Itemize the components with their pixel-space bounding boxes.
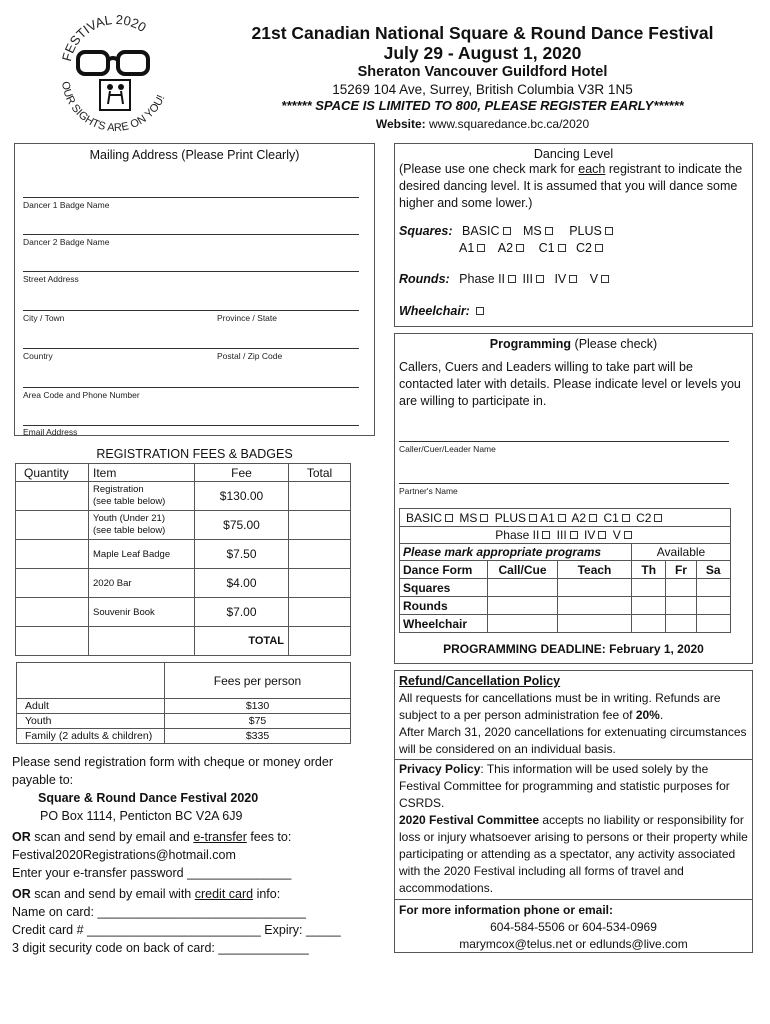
rounds-label: Rounds: [399, 272, 450, 286]
table-row [16, 598, 351, 627]
table-row [17, 699, 351, 714]
fee-value: $4.00 [195, 569, 289, 598]
caller-name-field[interactable] [399, 441, 729, 442]
prog-phase3-checkbox[interactable] [570, 531, 578, 539]
password-field[interactable]: Enter your e-transfer password _______________ [12, 866, 292, 880]
prog-a1-checkbox[interactable] [558, 514, 566, 522]
policy-section: Refund/Cancellation Policy All requests for cancellations must be in writing. Refunds are subject to a per person administration fee of 20%. After March 31, 2020 cancellations for extenuating circumstances will be considered on an individual basis. Privacy Policy: This information will be used solely by the Festival Committee for programming and statistic purposes for CSRDS. 2020 Festival Committee accepts no liability or responsibility for loss or injury whatsoever arising to persons or their property while participating or attending as a spectator, any activity associated with the 2020 Festival including all forms of travel and accommodations. For more information phone or email: 604-584-5506 or 604-534-0969 marymcox@telus.net or edlunds@live.com [394, 670, 753, 953]
refund-title: Refund/Cancellation Policy [399, 674, 561, 688]
country-label: Country [23, 351, 53, 361]
website-line [200, 117, 765, 131]
contact-phones: 604-584-5506 or 604-534-0969 [490, 920, 657, 934]
email-field[interactable] [23, 425, 359, 426]
country-field[interactable] [23, 348, 359, 349]
dancing-level-section: Dancing Level (Please use one check mark for each registrant to indicate the desired dancing level. It is assumed that you will dance some higher and some lower.) Squares: BASIC MS PLUS A1 A2 C1 C2 Rounds: Phase II III IV V Wheelchair: [394, 143, 753, 327]
a2-checkbox[interactable] [516, 244, 524, 252]
programming-title: Programming [489, 337, 572, 351]
mailing-title: Mailing Address (Please Print Clearly) [89, 148, 300, 162]
street-label: Street Address [23, 274, 79, 284]
programming-text: Callers, Cuers and Leaders willing to take part will be contacted later with details. Please indicate level or levels you are willing to participate in. [399, 360, 741, 408]
security-code-field[interactable]: 3 digit security code on back of card: _____________ [12, 941, 309, 955]
fpp-amount: $335 [165, 729, 351, 744]
refund-text-2: After March 31, 2020 cancellations for extenuating circumstances will be considered on an individual basis. [399, 725, 747, 756]
c2-checkbox[interactable] [595, 244, 603, 252]
name-on-card-field[interactable]: Name on card: ______________________________ [12, 905, 307, 919]
email-label: Email Address [23, 427, 78, 437]
dancer2-label: Dancer 2 Badge Name [23, 237, 110, 247]
fees-per-person-table [16, 662, 351, 744]
prog-a2-checkbox[interactable] [589, 514, 597, 522]
committee-name: 2020 Festival Committee [399, 813, 540, 827]
plus-checkbox[interactable] [605, 227, 613, 235]
phase3-checkbox[interactable] [536, 275, 544, 283]
fee-value: $7.50 [195, 540, 289, 569]
mailing-address-section [14, 143, 375, 436]
send-line2: payable to: [12, 773, 74, 787]
fpp-label: Family (2 adults & children) [17, 729, 165, 744]
fee-value: $130.00 [195, 482, 289, 511]
phase4-checkbox[interactable] [569, 275, 577, 283]
dancing-instructions: (Please use one check mark for each registrant to indicate the desired dancing level. It is assumed that you will dance some higher and some lower.) [399, 162, 743, 210]
phase5-checkbox[interactable] [601, 275, 609, 283]
fpp-label: Youth [17, 714, 165, 729]
prog-phase4-checkbox[interactable] [598, 531, 606, 539]
programming-section: Programming (Please check) Callers, Cuers and Leaders willing to take part will be contacted later with details. Please indicate level or levels you are willing to participate in. Caller/Cuer/Leader Name Partner's Name BASIC MS PLUS A1 A2 C1 C2 Phase II III IV V Please mark appropriate programs Available Dance Form Call/Cue Teach Th Fr Sa Squares Rounds Wheelchair PROGRAMMING DEADLINE: February 1, 2020 [394, 333, 753, 664]
prog-c1-checkbox[interactable] [622, 514, 630, 522]
table-row [16, 569, 351, 598]
table-row: Rounds [400, 597, 731, 615]
festival-logo [50, 8, 180, 138]
total-cell[interactable] [289, 511, 351, 540]
c1-checkbox[interactable] [558, 244, 566, 252]
table-row: Squares [400, 579, 731, 597]
privacy-title: Privacy Policy [399, 762, 481, 776]
total-label: TOTAL [195, 627, 289, 656]
website-label: Website: [375, 117, 426, 131]
prog-c2-checkbox[interactable] [654, 514, 662, 522]
table-row [16, 482, 351, 511]
col-quantity: Quantity [16, 464, 89, 482]
contact-emails[interactable]: marymcox@telus.net or edlunds@live.com [459, 937, 688, 951]
province-label: Province / State [217, 313, 278, 323]
partner-name-field[interactable] [399, 483, 729, 484]
phase2-checkbox[interactable] [508, 275, 516, 283]
table-row [17, 729, 351, 744]
wheelchair-label: Wheelchair: [399, 304, 470, 318]
qty-cell[interactable] [16, 482, 89, 511]
event-title: 21st Canadian National Square & Round Dance Festival [251, 23, 714, 43]
prog-ms-checkbox[interactable] [480, 514, 488, 522]
space-notice: ****** SPACE IS LIMITED TO 800, PLEASE REGISTER EARLY****** [281, 98, 684, 113]
programming-table: BASIC MS PLUS A1 A2 C1 C2 Phase II III IV V Please mark appropriate programs Available Dance Form Call/Cue Teach Th Fr Sa Squares Rounds Wheelchair [399, 508, 731, 633]
payee: Square & Round Dance Festival 2020 [38, 791, 259, 805]
table-row: Wheelchair [400, 615, 731, 633]
table-row [17, 714, 351, 729]
item-name: Registration [93, 484, 144, 495]
fees-per-person-title: Fees per person [165, 663, 351, 699]
total-cell[interactable] [289, 540, 351, 569]
etransfer-email[interactable]: Festival2020Registrations@hotmail.com [12, 848, 236, 862]
prog-phase2-checkbox[interactable] [542, 531, 550, 539]
qty-cell[interactable] [16, 511, 89, 540]
send-line1: Please send registration form with cheque or money order [12, 755, 333, 769]
basic-checkbox[interactable] [503, 227, 511, 235]
item-name: Youth (Under 21) [93, 513, 166, 524]
dancing-title: Dancing Level [533, 147, 614, 161]
prog-phase5-checkbox[interactable] [624, 531, 632, 539]
qty-cell[interactable] [16, 569, 89, 598]
card-number-field[interactable]: Credit card # _________________________ Expiry: _____ [12, 923, 341, 937]
glasses-icon [78, 52, 148, 74]
a1-checkbox[interactable] [477, 244, 485, 252]
item-name: Maple Leaf Badge [89, 540, 195, 569]
col-fee: Fee [195, 464, 289, 482]
mark-label: Please mark appropriate programs [400, 544, 632, 561]
table-row [16, 540, 351, 569]
col-item: Item [89, 464, 195, 482]
payment-section: Please send registration form with cheque or money order payable to: Square & Round Dance Festival 2020 PO Box 1114, Penticton BC V2A 6J9 OR scan and send by email and e-transfer fees to: Festival2020Registrations@hotmail.com Enter your e-transfer password _______________ OR scan and send by email with credit card info: Name on card: ______________________________ Credit card # _________________________ Expiry: _____ 3 digit security code on back of card: _____________ [12, 753, 372, 957]
street-field[interactable] [23, 271, 359, 272]
total-cell[interactable] [289, 569, 351, 598]
fpp-label: Adult [17, 699, 165, 714]
item-note: (see table below) [93, 525, 166, 536]
city-field[interactable] [23, 310, 359, 311]
svg-text:FESTIVAL 2020 [59, 12, 149, 63]
wheelchair-checkbox[interactable] [476, 307, 484, 315]
or-label: OR [12, 830, 31, 844]
fees-title: REGISTRATION FEES & BADGES [96, 447, 293, 461]
logo-bottom-text: OUR SIGHTS ARE ON YOU! [59, 80, 168, 135]
qty-cell[interactable] [16, 598, 89, 627]
city-label: City / Town [23, 313, 65, 323]
website-link[interactable]: www.squaredance.bc.ca/2020 [429, 117, 590, 131]
dancer1-label: Dancer 1 Badge Name [23, 200, 110, 210]
contact-title: For more information phone or email: [399, 903, 614, 917]
total-cell[interactable] [289, 598, 351, 627]
total-row [16, 627, 351, 656]
fees-table [15, 463, 351, 656]
item-note: (see table below) [93, 496, 166, 507]
grand-total-cell[interactable] [289, 627, 351, 656]
dancer1-field[interactable] [23, 234, 359, 235]
prog-plus-checkbox[interactable] [529, 514, 537, 522]
logo-top-text: FESTIVAL 2020 [58, 11, 149, 63]
qty-cell[interactable] [16, 540, 89, 569]
table-row [16, 511, 351, 540]
event-dates: July 29 - August 1, 2020 [383, 43, 582, 63]
total-cell[interactable] [289, 482, 351, 511]
postal-label: Postal / Zip Code [217, 351, 283, 361]
programming-deadline: PROGRAMMING DEADLINE: February 1, 2020 [443, 642, 704, 656]
dancers-icon [100, 80, 130, 110]
phone-field[interactable] [23, 387, 359, 388]
partner-label: Partner's Name [399, 486, 458, 496]
ms-checkbox[interactable] [545, 227, 553, 235]
col-total: Total [289, 464, 351, 482]
squares-label: Squares: [399, 224, 453, 238]
po-box: PO Box 1114, Penticton BC V2A 6J9 [40, 809, 243, 823]
fpp-amount: $130 [165, 699, 351, 714]
available-label: Available [632, 544, 731, 561]
prog-basic-checkbox[interactable] [445, 514, 453, 522]
event-venue: Sheraton Vancouver Guildford Hotel [357, 64, 608, 80]
item-name: 2020 Bar [89, 569, 195, 598]
fee-value: $7.00 [195, 598, 289, 627]
fpp-amount: $75 [165, 714, 351, 729]
fee-value: $75.00 [195, 511, 289, 540]
caller-label: Caller/Cuer/Leader Name [399, 444, 496, 454]
item-name: Souvenir Book [89, 598, 195, 627]
phone-label: Area Code and Phone Number [23, 390, 140, 400]
event-address: 15269 104 Ave, Surrey, British Columbia V3R 1N5 [332, 82, 633, 97]
